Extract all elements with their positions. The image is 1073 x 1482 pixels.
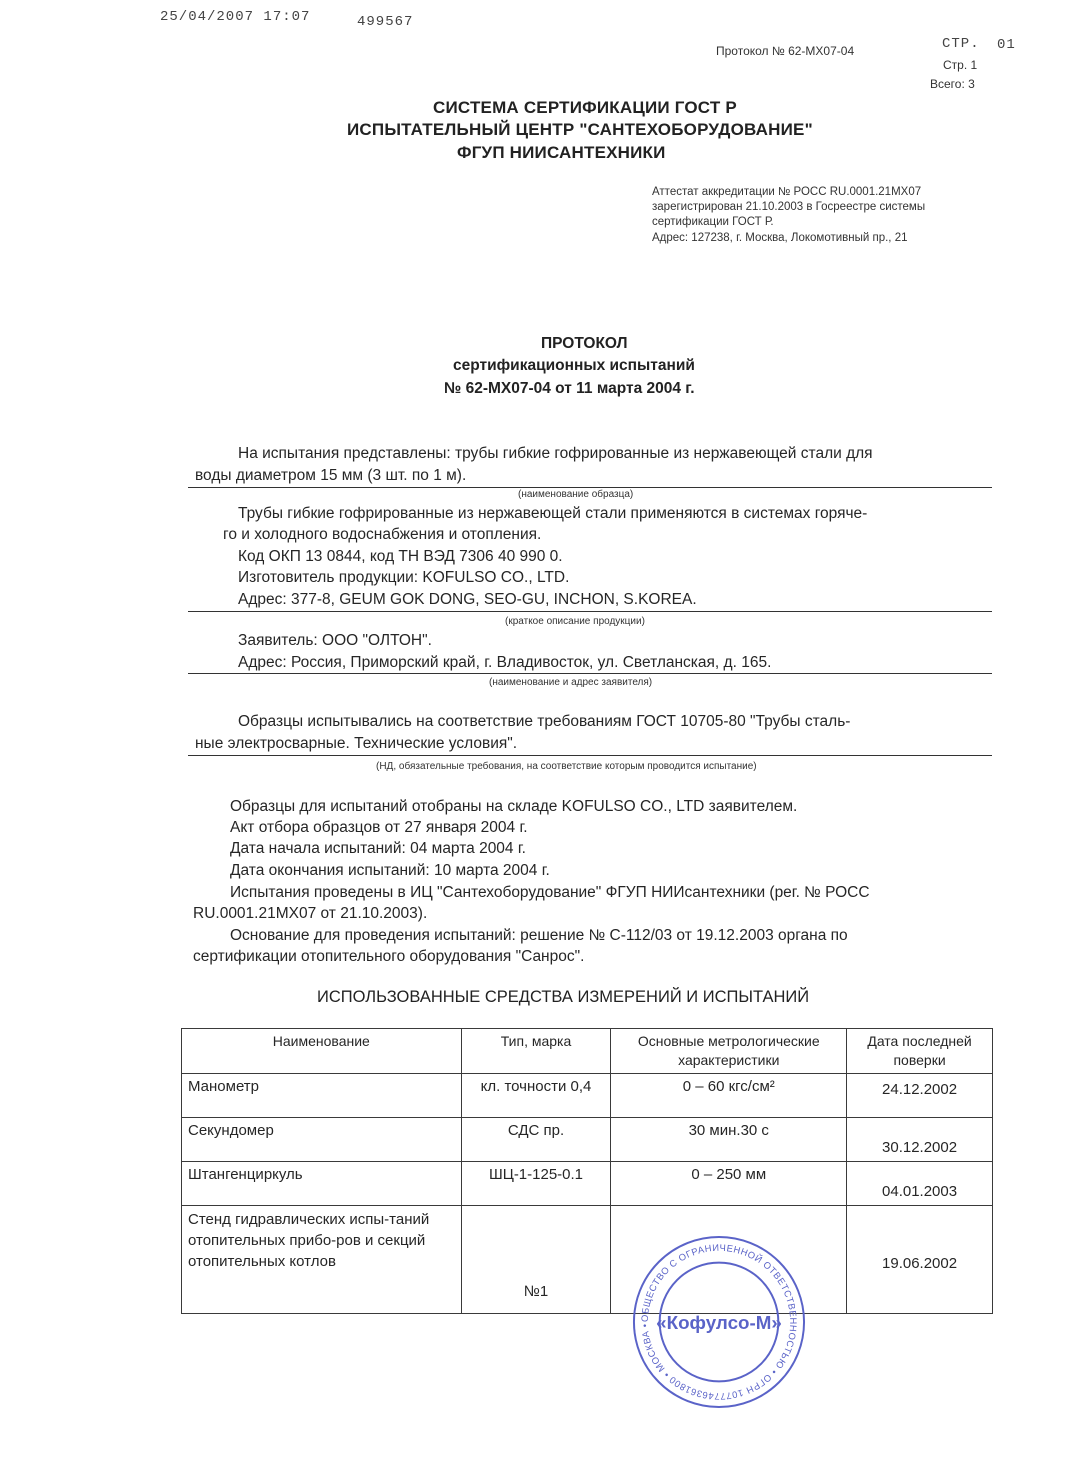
- page-total: Всего: 3: [930, 77, 975, 91]
- company-stamp: [630, 1233, 808, 1411]
- cell-date: 30.12.2002: [847, 1118, 993, 1162]
- cell-name: Стенд гидравлических испы-таний отопительных прибо-ров и секций отопительных котлов: [182, 1206, 462, 1314]
- table-row: [182, 1162, 993, 1206]
- fax-datetime: 25/04/2007 17:07: [160, 9, 311, 25]
- table-row: [182, 1206, 993, 1314]
- column-header-name: Наименование: [182, 1029, 462, 1074]
- protocol-number: № 62-МХ07-04 от 11 марта 2004 г.: [444, 380, 695, 397]
- sample-line-1: На испытания представлены: трубы гибкие гофрированные из нержавеющей стали для: [238, 445, 873, 462]
- details-line-4: Дата окончания испытаний: 10 марта 2004 г.: [230, 862, 550, 879]
- fax-page-number: 01: [997, 37, 1016, 53]
- details-line-5: Испытания проведены в ИЦ "Сантехоборудование" ФГУП НИИсантехники (рег. № РОСС: [230, 884, 870, 901]
- table-row: [182, 1118, 993, 1162]
- cell-type: кл. точности 0,4: [461, 1074, 611, 1118]
- cell-date: 19.06.2002: [847, 1206, 993, 1314]
- protocol-title: ПРОТОКОЛ: [541, 335, 628, 352]
- standard-line-2: ные электросварные. Технические условия".: [195, 735, 518, 752]
- description-line-2: го и холодного водоснабжения и отопления.: [223, 526, 542, 543]
- description-line-1: Трубы гибкие гофрированные из нержавеющей стали применяются в системах горяче-: [238, 505, 868, 522]
- divider: [188, 611, 992, 612]
- column-header-verification-date: Дата последней поверки: [847, 1029, 993, 1074]
- sample-line-2: воды диаметром 15 мм (3 шт. по 1 м).: [195, 467, 467, 484]
- details-line-6: RU.0001.21МХ07 от 21.10.2003).: [193, 905, 428, 922]
- accreditation-registered: зарегистрирован 21.10.2003 в Госреестре системы: [652, 201, 926, 213]
- stamp-name: «Кофулсо-М»: [656, 1311, 782, 1333]
- table-row: [182, 1074, 993, 1118]
- cell-date: 04.01.2003: [847, 1162, 993, 1206]
- accreditation-system: сертификации ГОСТ Р.: [652, 216, 774, 228]
- accreditation-address: Адрес: 127238, г. Москва, Локомотивный пр., 21: [652, 232, 908, 244]
- cell-name: Секундомер: [182, 1118, 462, 1162]
- instruments-table: [181, 1028, 993, 1314]
- header-institute: ФГУП НИИСАНТЕХНИКИ: [457, 143, 666, 162]
- manufacturer-address: Адрес: 377-8, GEUM GOK DONG, SEO-GU, INCHON, S.KOREA.: [238, 591, 697, 608]
- protocol-subtitle: сертификационных испытаний: [453, 357, 695, 374]
- header-system: СИСТЕМА СЕРТИФИКАЦИИ ГОСТ Р: [433, 98, 737, 117]
- details-line-3: Дата начала испытаний: 04 марта 2004 г.: [230, 840, 526, 857]
- description-caption: (краткое описание продукции): [505, 616, 645, 627]
- cell-name: Манометр: [182, 1074, 462, 1118]
- cell-characteristics: 0 – 60 кгс/см²: [611, 1074, 847, 1118]
- header-center: ИСПЫТАТЕЛЬНЫЙ ЦЕНТР "САНТЕХОБОРУДОВАНИЕ": [347, 120, 813, 139]
- details-line-7: Основание для проведения испытаний: решение № С-112/03 от 19.12.2003 органа по: [230, 927, 848, 944]
- divider: [188, 673, 992, 674]
- details-line-1: Образцы для испытаний отобраны на складе KOFULSO CO., LTD заявителем.: [230, 798, 798, 815]
- fax-page-label: СТР.: [942, 36, 980, 52]
- table-header-row: [182, 1029, 993, 1074]
- stamp-ring-textpath: ОБЩЕСТВО С ОГРАНИЧЕННОЙ ОТВЕТСТВЕННОСТЬЮ • ОГРН 1077746361800 • МОСКВА •: [638, 1241, 800, 1403]
- applicant-name: Заявитель: ООО "ОЛТОН".: [238, 632, 432, 649]
- details-line-8: сертификации отопительного оборудования "Санрос".: [193, 948, 585, 965]
- cell-characteristics: 30 мин.30 с: [611, 1118, 847, 1162]
- standard-caption: (НД, обязательные требования, на соответствие которым проводится испытание): [376, 761, 757, 772]
- divider: [188, 755, 992, 756]
- instruments-title: ИСПОЛЬЗОВАННЫЕ СРЕДСТВА ИЗМЕРЕНИЙ И ИСПЫТАНИЙ: [317, 988, 810, 1006]
- cell-name: Штангенциркуль: [182, 1162, 462, 1206]
- details-line-2: Акт отбора образцов от 27 января 2004 г.: [230, 819, 528, 836]
- standard-line-1: Образцы испытывались на соответствие требованиям ГОСТ 10705-80 "Трубы сталь-: [238, 713, 851, 730]
- page-indicator: Стр. 1: [943, 58, 978, 72]
- column-header-characteristics: Основные метрологические характеристики: [611, 1029, 847, 1074]
- protocol-reference: Протокол № 62-МХ07-04: [716, 44, 855, 58]
- cell-date: 24.12.2002: [847, 1074, 993, 1118]
- sample-caption: (наименование образца): [518, 489, 634, 500]
- product-codes: Код ОКП 13 0844, код ТН ВЭД 7306 40 990 0.: [238, 548, 563, 565]
- applicant-address: Адрес: Россия, Приморский край, г. Владивосток, ул. Светланская, д. 165.: [238, 654, 772, 671]
- cell-characteristics: 0 – 250 мм: [611, 1162, 847, 1206]
- divider: [188, 487, 992, 488]
- cell-type: ШЦ-1-125-0.1: [461, 1162, 611, 1206]
- cell-type: №1: [461, 1206, 611, 1314]
- accreditation-number: Аттестат аккредитации № РОСС RU.0001.21МХ07: [652, 186, 922, 198]
- column-header-type: Тип, марка: [461, 1029, 611, 1074]
- cell-type: СДС пр.: [461, 1118, 611, 1162]
- fax-number: 499567: [357, 14, 414, 30]
- manufacturer: Изготовитель продукции: KOFULSO CO., LTD.: [238, 569, 570, 586]
- applicant-caption: (наименование и адрес заявителя): [489, 677, 653, 688]
